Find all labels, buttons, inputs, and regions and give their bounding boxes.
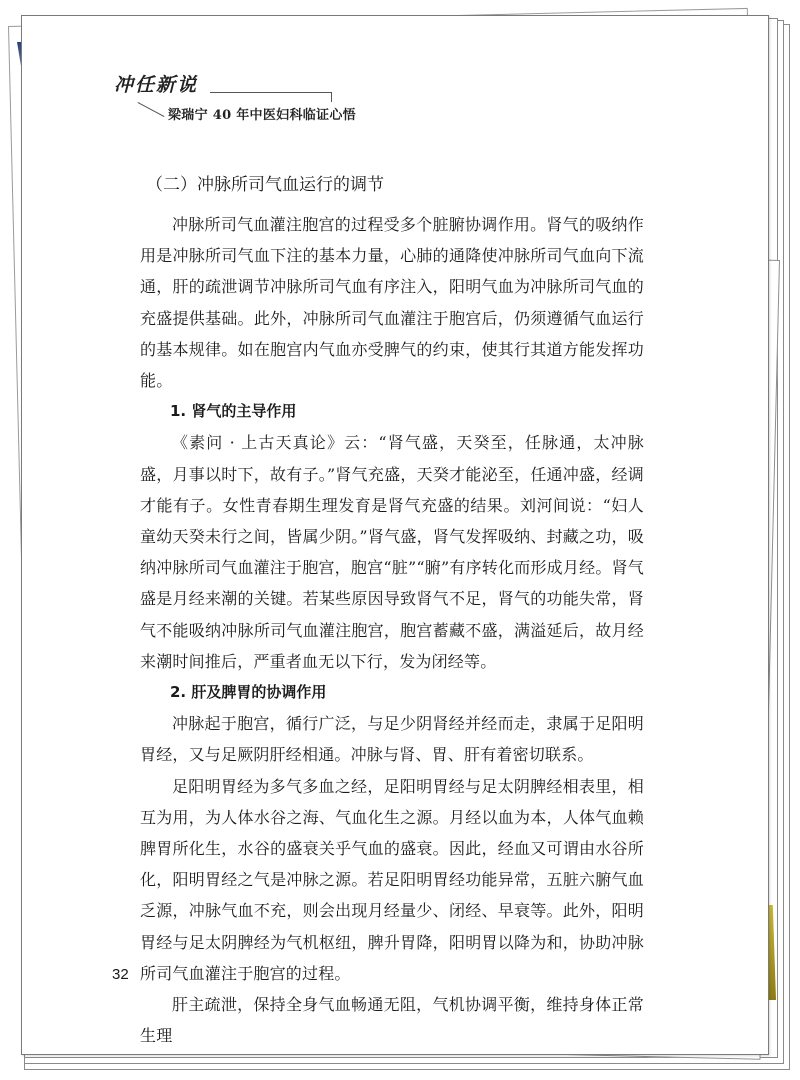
paragraph: 肝主疏泄，保持全身气血畅通无阻，气机协调平衡，维持身体正常生理	[140, 995, 644, 1046]
header-rule-horizontal	[210, 92, 332, 93]
paragraph: 冲脉起于胞宫，循行广泛，与足少阴肾经并经而走，隶属于足阳明胃经，又与足厥阴肝经相通。冲脉与肾、胃、肝有着密切联系。	[140, 714, 644, 765]
page-body	[140, 173, 644, 1051]
paragraph: 冲脉所司气血灌注胞宫的过程受多个脏腑协调作用。肾气的吸纳作用是冲脉所司气血下注的基本力量，心肺的通降使冲脉所司气血向下流通，肝的疏泄调节冲脉所司气血有序注入，阳明气血为冲脉所司气血的充盛提供基础。此外，冲脉所司气血灌注于胞宫后，仍须遵循气血运行的基本规律。如在胞宫内气血亦受脾气的约束，使其行其道方能发挥功能。	[140, 215, 644, 391]
running-header-book-title: 冲任新说	[114, 74, 199, 96]
section-heading: （二）冲脉所司气血运行的调节	[146, 175, 384, 195]
subheading-kidney-qi: 1. 肾气的主导作用	[170, 402, 297, 421]
running-header-subtitle: 梁瑞宁 40 年中医妇科临证心悟	[168, 108, 356, 123]
paragraph: 足阳明胃经为多气多血之经，足阳明胃经与足太阴脾经相表里，相互为用，为人体水谷之海、气血化生之源。月经以血为本，人体气血赖脾胃所化生，水谷的盛衰关乎气血的盛衰。因此，经血又可谓由水谷所化，阳明胃经之气是冲脉之源。若足阳明胃经功能异常，五脏六腑气血乏源，冲脉气血不充，则会出现月经量少、闭经、早衰等。此外，阳明胃经与足太阴脾经为气机枢纽，脾升胃降，阳明胃以降为和，协助冲脉所司气血灌注于胞宫的过程。	[140, 776, 644, 983]
page-number: 32	[112, 966, 129, 983]
header-rule-vertical	[331, 92, 332, 102]
paragraph: 《素问 · 上古天真论》云：“肾气盛，天癸至，任脉通，太冲脉盛，月事以时下，故有子。”肾气充盛，天癸才能泌至，任通冲盛，经调才能有子。女性青春期生理发育是肾气充盛的结果。刘河间说：“妇人童幼天癸未行之间，皆属少阴。”肾气盛，肾气发挥吸纳、封藏之功，吸纳冲脉所司气血灌注于胞宫，胞宫“脏”“腑”有序转化而形成月经。肾气盛是月经来潮的关键。若某些原因导致肾气不足，肾气的功能失常，肾气不能吸纳冲脉所司气血灌注胞宫，胞宫蓄藏不盛，满溢延后，故月经来潮时间推后，严重者血无以下行，发为闭经等。	[140, 433, 644, 671]
subheading-liver-spleen-stomach: 2. 肝及脾胃的协调作用	[170, 683, 327, 702]
